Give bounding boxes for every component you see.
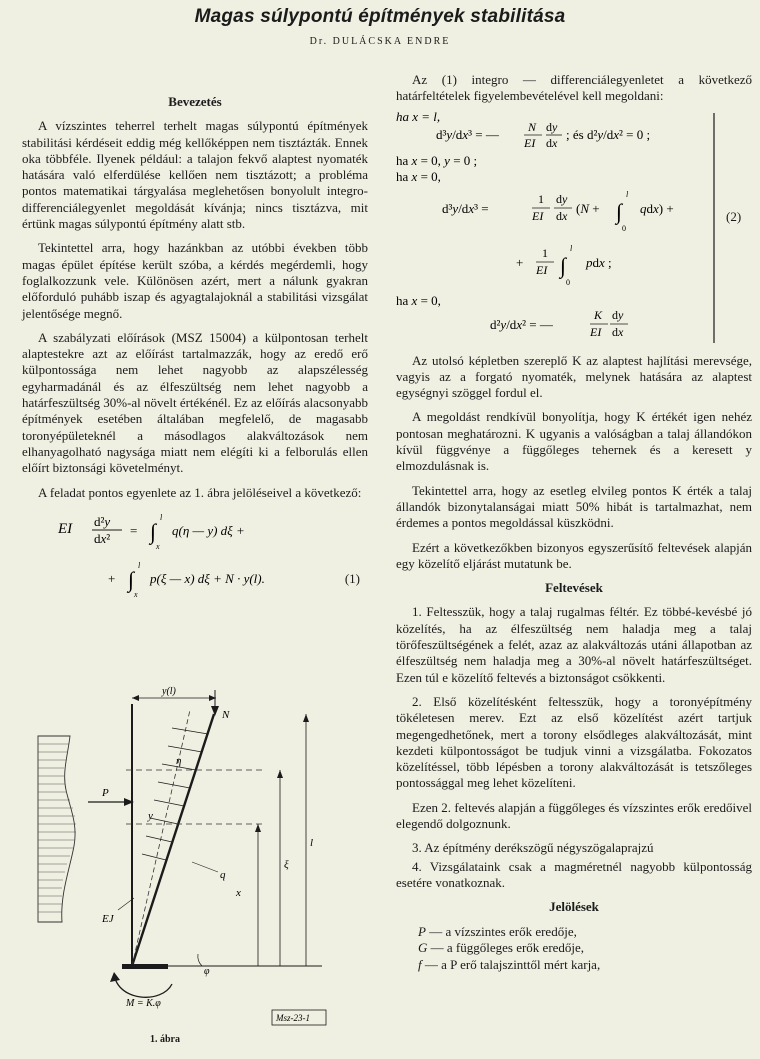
fig-label-q: q <box>220 869 226 881</box>
svg-text:∫: ∫ <box>128 566 135 592</box>
equation-1 <box>22 509 368 599</box>
notation-symbol: P <box>418 923 426 939</box>
paper-author: Dr. DULÁCSKA ENDRE <box>309 36 451 47</box>
svg-text:d²y/dx² = —: d²y/dx² = — <box>490 316 553 332</box>
svg-text:=: = <box>130 522 138 538</box>
svg-text:l: l <box>138 560 141 570</box>
svg-text:K: K <box>594 307 603 322</box>
fig-label-y: y <box>148 810 153 822</box>
fig-label-top-y: y(l) <box>162 686 176 697</box>
section-heading-assumptions: Feltevések <box>545 580 603 596</box>
paragraph: Az (1) integro — differenciálegyenletet a következő határfeltételek figyelembevételével kell megoldani: <box>396 72 752 104</box>
equation-1-math <box>22 509 368 599</box>
svg-text:1: 1 <box>538 191 544 206</box>
fig-stamp: Msz-23-1 <box>276 1013 310 1023</box>
paragraph: Tekintettel arra, hogy az esetleg elvileg pontos K érték a talaj állandók bizonytalanságai miatt 50% hibát is tartalmazhat, nem érdemes a pontos megoldással küszködni. <box>396 482 752 531</box>
svg-text:+: + <box>108 570 116 586</box>
equation-1-number: (1) <box>344 570 360 586</box>
right-column <box>396 72 752 973</box>
svg-text:dy: dy <box>546 119 558 134</box>
svg-text:p(ξ — x) dξ + N · y(l).: p(ξ — x) dξ + N · y(l). <box>150 570 265 586</box>
svg-text:1: 1 <box>542 245 548 260</box>
notation-list <box>396 924 752 974</box>
svg-text:dx: dx <box>612 324 624 339</box>
svg-text:dx: dx <box>556 208 568 223</box>
assumption-item: 2. Első közelítésként feltesszük, hogy a toronyépítmény tökéletesen merev. Ezt az első közelítést azért tartjuk megengedhetőnek, mert a torony elsődleges alakváltozását, mint kezdeti külpontosságot be tudjuk vinni a vizsgálatba. Fokozatos közelítéssel, több lépésben a torony alakváltozását is tetszőleges pontossággal meg lehet közelíteni. <box>396 693 752 791</box>
notation-item <box>418 940 752 957</box>
notation-text: — a vízszintes erők eredője, <box>429 923 577 939</box>
paragraph: A feladat pontos egyenlete az 1. ábra jelöléseivel a következő: <box>38 484 362 500</box>
left-column <box>22 94 368 599</box>
svg-text:ha x = 0,: ha x = 0, <box>396 292 441 308</box>
fig-label-M: M = K.φ <box>126 998 161 1009</box>
svg-text:(N +: (N + <box>576 200 600 216</box>
svg-text:EI: EI <box>58 520 73 537</box>
notation-text: — a P erő talajszinttől mért karja, <box>424 956 601 972</box>
equation-2-math <box>396 107 752 347</box>
equation-2-number: (2) <box>726 208 742 224</box>
paragraph: Ezért a következőkben bizonyos egyszerűsítő feltevések alapján egy közelítő eljárást mutatunk be. <box>396 539 752 571</box>
notation-item <box>418 957 752 974</box>
svg-text:; és d²y/dx² = 0 ;: ; és d²y/dx² = 0 ; <box>566 126 651 142</box>
svg-text:d³y/dx³ = —: d³y/dx³ = — <box>436 126 499 142</box>
svg-text:l: l <box>160 512 163 522</box>
figure-caption: 1. ábra <box>150 1034 180 1045</box>
svg-text:x: x <box>134 589 138 599</box>
assumption-item: 4. Vizsgálataink csak a magméretnél nagyobb külpontosság esetére vonatkoznak. <box>396 858 752 890</box>
svg-text:ha x = 0,: ha x = 0, <box>396 168 441 184</box>
svg-text:d³y/dx³ =: d³y/dx³ = <box>442 200 489 216</box>
svg-text:l: l <box>570 243 573 253</box>
assumption-item: 1. Feltesszük, hogy a talaj rugalmas féltér. Ez többé-kevésbé jó közelítés, ha az élfeszültség nem haladja meg a talaj törőfeszültségének a felét, azaz az alakváltozás utáni állapotban az élfeszültség nem haladja meg a 30%-al növelt határfeszültséget. Ezen túl e közelítő feltevés a biztonságot csökkenti. <box>396 604 752 685</box>
paper-title: Magas súlypontú építmények stabilitása <box>194 6 566 27</box>
svg-text:0: 0 <box>566 277 570 287</box>
svg-text:pdx ;: pdx ; <box>586 254 612 270</box>
figure-1-diagram <box>22 684 368 1054</box>
svg-text:ha x = 0, y = 0 ;: ha x = 0, y = 0 ; <box>396 152 478 168</box>
figure-1 <box>22 684 368 1054</box>
svg-text:q(η — y) dξ +: q(η — y) dξ + <box>172 522 245 538</box>
paragraph: A megoldást rendkívül bonyolítja, hogy K értékét igen nehéz pontosan meghatározni. K ugyanis a valóságban a talaj állandókon kívül függvénye a függőleges tehernek és a keresett y elmozdulásnak is. <box>396 409 752 474</box>
svg-text:d²y: d²y <box>94 513 111 529</box>
paragraph: A szabályzati előírások (MSZ 15004) a külpontosan terhelt alaptestekre azt az előírást tartalmazzák, hogy az eredő erő külpontossága nem lehet nagyobb az alapszélesség egyharmadánál és az élfeszültség nem lehet nagyobb a határfeszültség 30%-al növelt értékénél. Ez az előírás alacsonyabb építmények esetében általában megfelelő, de magasabb toronyépületeknél a másodlagos alakváltozások nem elhanyagolható nagysága miatt nem elégíti ki a felborulás ellen előírt biztonsági követelményt. <box>22 329 368 476</box>
svg-text:EI: EI <box>524 135 536 150</box>
fig-label-x: x <box>236 887 241 899</box>
svg-text:dx: dx <box>546 135 558 150</box>
svg-text:∫: ∫ <box>150 518 157 544</box>
fig-label-xi: ξ <box>284 859 289 871</box>
fig-label-phi: φ <box>204 966 210 977</box>
notation-symbol: G <box>418 940 428 955</box>
svg-text:dy: dy <box>556 191 568 206</box>
svg-text:EI: EI <box>590 324 602 339</box>
fig-label-l: l <box>310 837 314 849</box>
section-heading-intro: Bevezetés <box>168 94 222 109</box>
fig-label-N: N <box>222 709 230 721</box>
notation-text: — a függőleges erők eredője, <box>430 940 585 955</box>
paragraph: Az utolsó képletben szereplő K az alaptest hajlítási merevsége, vagyis az a forgató nyomaték, melynek hatására az alaptest egységnyi szöggel fordul el. <box>396 352 752 401</box>
paragraph: A vízszintes teherrel terhelt magas súlypontú építmények stabilitási kérdéseit eddig még kellőképpen nem tisztázták. Ennek oka többféle. Ilyenek például: a talajon fekvő alaptest nyomaték hatására való elferdülése kellően nem tisztázott; a probléma pontos matematikai tárgyalása meglehetősen bonyolult integro-differenciálegyenlet megoldását kívánja; nincs tisztázva, mit értünk magas súlypontú építmény alatt stb. <box>22 118 368 232</box>
notation-item <box>418 924 752 941</box>
svg-text:x: x <box>156 541 160 551</box>
fig-label-P: P <box>102 787 109 799</box>
svg-text:EI: EI <box>536 262 548 277</box>
svg-text:+: + <box>516 254 524 270</box>
svg-text:0: 0 <box>622 223 626 233</box>
svg-text:N: N <box>528 119 537 134</box>
assumption-item: 3. Az építmény derékszögű négyszögalaprajzú <box>412 840 654 856</box>
equation-2 <box>396 108 752 353</box>
svg-text:dy: dy <box>612 307 624 322</box>
svg-text:∫: ∫ <box>560 252 567 278</box>
svg-text:∫: ∫ <box>616 198 623 224</box>
svg-text:ha x = l,: ha x = l, <box>396 108 441 124</box>
svg-text:qdx) +: qdx) + <box>640 200 674 216</box>
svg-text:l: l <box>626 189 629 199</box>
paragraph: Tekintettel arra, hogy hazánkban az utóbbi években több magas épület építése került szóba, a kérdés megérdemli, hogy foglalkozzunk vele. Különösen azért, mert a nálunk gyakran előforduló puhább iszap és agyagtalajoknál a stabilitási vizsgálat jelentősége megnő. <box>22 240 368 321</box>
svg-text:EI: EI <box>532 208 544 223</box>
assumption-item: Ezen 2. feltevés alapján a függőleges és vízszintes erők eredőivel elegendő dolgoznunk. <box>396 799 752 832</box>
notation-symbol: f <box>418 956 422 972</box>
svg-text:dx²: dx² <box>94 530 111 546</box>
fig-label-eta: η <box>176 755 182 767</box>
section-heading-notation: Jelölések <box>549 899 599 915</box>
fig-label-EJ: EJ <box>102 913 114 925</box>
